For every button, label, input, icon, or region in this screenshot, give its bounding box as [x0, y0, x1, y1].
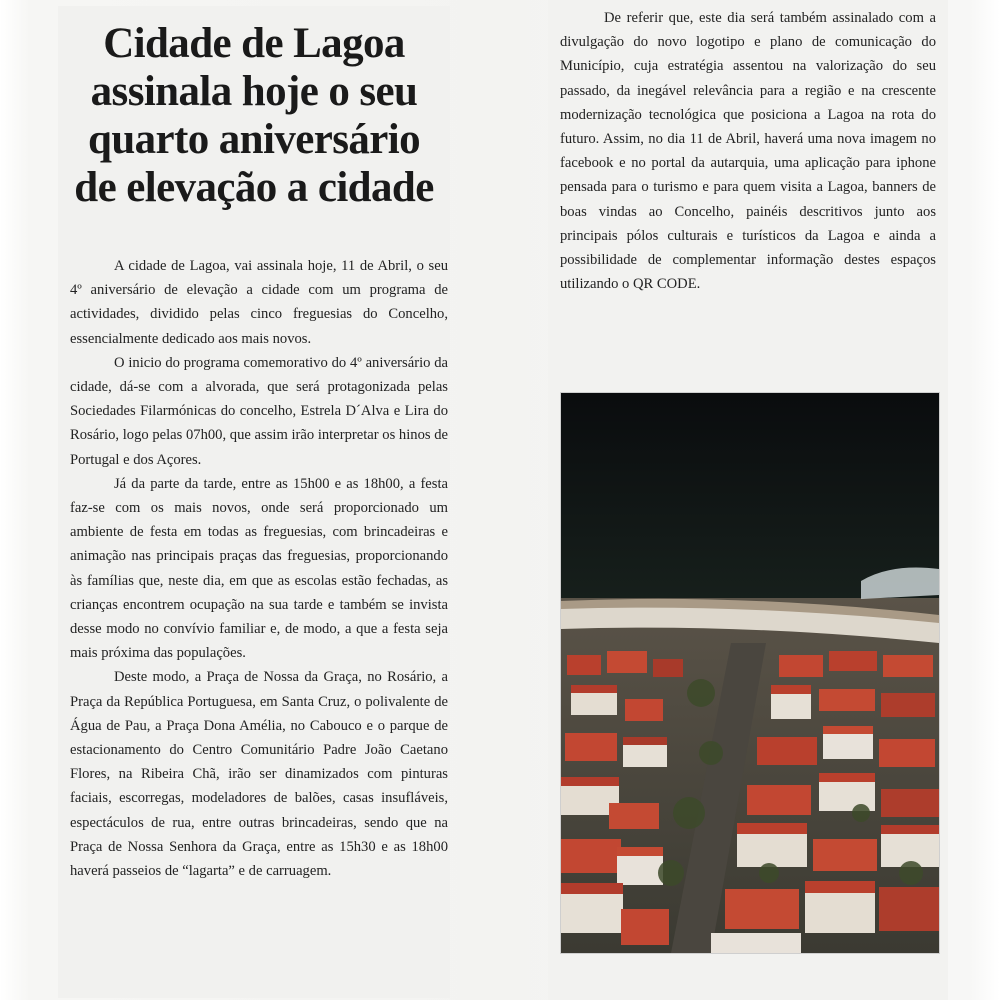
headline-line: quarto aniversário — [88, 116, 420, 163]
photo-illustration — [561, 393, 939, 953]
article-paragraph: A cidade de Lagoa, vai assinala hoje, 11 de Abril, o seu 4º aniversário de elevação a cidade com um programa de actividades, dividido pelas cinco freguesias do Concelho, essencialmente dedicado aos mais novos. — [70, 258, 448, 347]
article-body-right — [560, 6, 936, 296]
right-column — [548, 0, 948, 1000]
headline — [58, 20, 450, 212]
article-paragraph: Deste modo, a Praça de Nossa da Graça, no Rosário, a Praça da República Portuguesa, em Santa Cruz, o polivalente de Água de Pau, a Praça Dona Amélia, no Cabouco e o parque de estacionamento do Centro Comunitário Padre João Caetano Flores, na Ribeira Chã, irão ser dinamizados com pinturas faciais, escorregas, modeladores de balões, casas insufláveis, espectáculos de rua, entre outras brincadeiras, sendo que na Praça de Nossa Senhora da Graça, entre as 15h30 e as 18h00 haverá passeios de “lagarta” e de carruagem. — [70, 669, 448, 880]
headline-line: Cidade de Lagoa — [103, 20, 405, 67]
aerial-town-photo — [560, 392, 940, 954]
headline-line: assinala hoje o seu — [90, 68, 418, 115]
article-paragraph: Já da parte da tarde, entre as 15h00 e as 18h00, a festa faz-se com os mais novos, onde será proporcionado um ambiente de festa em todas as freguesias, com brincadeiras e animação nas principais praças das freguesias, proporcionando às famílias que, neste dia, em que as escolas estão fechadas, as crianças encontrem ocupação na sua tarde e também se invista desse modo no convívio familiar e, de modo, a que a festa seja mais próxima das populações. — [70, 475, 448, 662]
article-body-left — [70, 254, 448, 883]
left-column — [58, 6, 450, 998]
headline-line: de elevação a cidade — [74, 164, 434, 211]
article-paragraph: O inicio do programa comemorativo do 4º aniversário da cidade, dá-se com a alvorada, que será protagonizada pelas Sociedades Filarmónicas do concelho, Estrela D´Alva e Lira do Rosário, logo pelas 07h00, que assim irão interpretar os hinos de Portugal e dos Açores. — [70, 354, 448, 468]
article-paragraph: De referir que, este dia será também assinalado com a divulgação do novo logotipo e plano de comunicação do Município, cuja estratégia assentou na valorização do seu passado, da inegável relevância para a região e na crescente modernização tecnológica que posiciona a Lagoa na rota do futuro. Assim, no dia 11 de Abril, haverá uma nova imagem no facebook e no portal da autarquia, uma aplicação para iphone pensada para o turismo e para quem visita a Lagoa, banners de boas vindas ao Concelho, painéis descritivos junto aos principais pólos culturais e turísticos da Lagoa e ainda a possibilidade de complementar informação destes espaços utilizando o QR CODE. — [560, 10, 936, 293]
